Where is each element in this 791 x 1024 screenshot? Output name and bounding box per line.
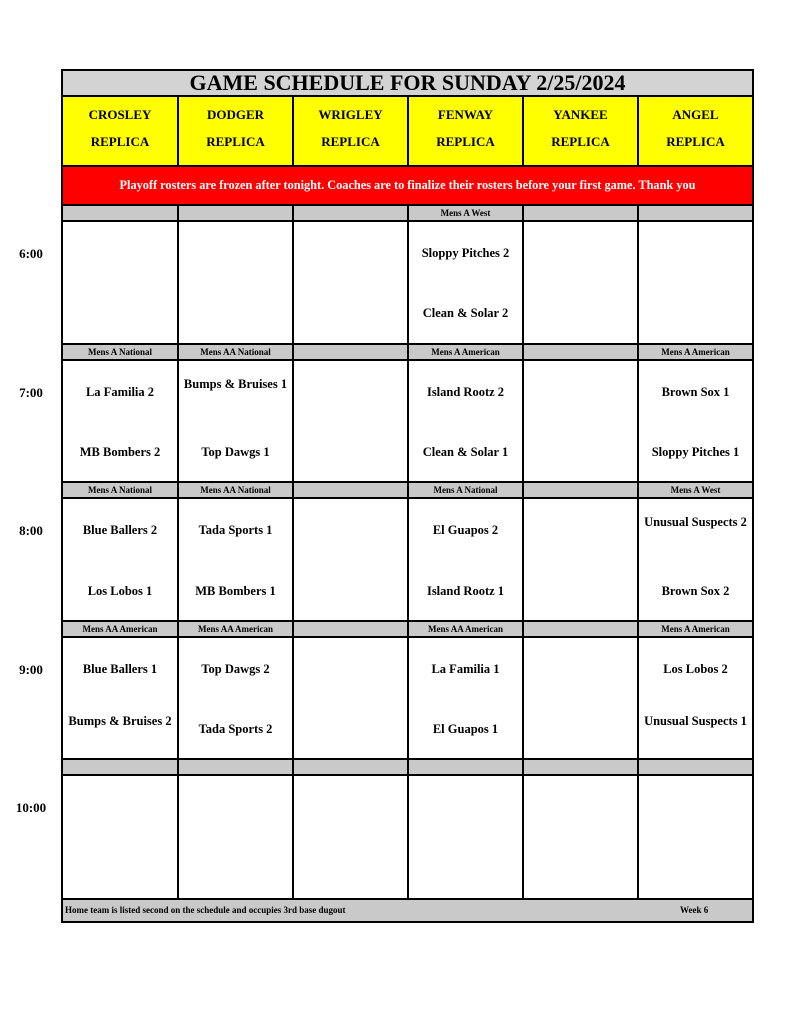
game-cell <box>63 499 179 622</box>
game-cell <box>524 638 639 760</box>
field-header-dodger <box>179 97 294 167</box>
game-cell <box>639 638 752 760</box>
away-team: Sloppy Pitches 2 <box>421 246 510 260</box>
field-header-fenway <box>409 97 524 167</box>
game-cell <box>179 638 294 760</box>
division-label <box>294 622 409 638</box>
division-label <box>294 483 409 499</box>
home-team: Clean & Solar 1 <box>422 445 509 459</box>
game-cell <box>63 361 179 483</box>
division-label: Mens AA American <box>409 622 524 638</box>
notice-banner: Playoff rosters are frozen after tonight. Coaches are to finalize their rosters before your first game. Thank you <box>63 167 752 206</box>
game-cell <box>524 776 639 900</box>
division-label <box>179 760 294 776</box>
division-label: Mens A National <box>63 483 179 499</box>
game-cell <box>639 776 752 900</box>
game-cell <box>294 222 409 345</box>
home-team: Clean & Solar 2 <box>422 306 509 320</box>
home-team: Brown Sox 2 <box>661 584 730 598</box>
field-sub: REPLICA <box>666 134 725 149</box>
division-label: Mens AA American <box>179 622 294 638</box>
game-cell <box>179 776 294 900</box>
home-team: Unusual Suspects 1 <box>644 714 747 728</box>
division-label <box>639 760 752 776</box>
field-sub: REPLICA <box>436 134 495 149</box>
field-name: WRIGLEY <box>318 107 383 122</box>
game-cell <box>294 361 409 483</box>
game-cell <box>639 222 752 345</box>
away-team: Los Lobos 2 <box>663 662 728 676</box>
division-label: Mens AA American <box>63 622 179 638</box>
game-cell <box>63 638 179 760</box>
home-team: Bumps & Bruises 2 <box>68 714 172 728</box>
field-header-crosley <box>63 97 179 167</box>
game-cell <box>63 222 179 345</box>
away-team: Brown Sox 1 <box>661 385 730 399</box>
division-label <box>179 206 294 222</box>
away-team: Island Rootz 2 <box>426 385 505 399</box>
game-cell <box>524 499 639 622</box>
away-team: Bumps & Bruises 1 <box>183 377 288 391</box>
week-label: Week 6 <box>680 905 709 915</box>
home-team: El Guapos 1 <box>432 722 499 736</box>
game-cell <box>524 361 639 483</box>
home-team: MB Bombers 2 <box>79 445 161 459</box>
game-cell <box>409 222 524 345</box>
division-label <box>294 760 409 776</box>
division-label: Mens A American <box>639 622 752 638</box>
division-label: Mens AA National <box>179 345 294 361</box>
away-team: La Familia 1 <box>431 662 500 676</box>
game-cell <box>524 222 639 345</box>
game-cell <box>639 361 752 483</box>
division-label <box>524 760 639 776</box>
schedule-table <box>61 69 754 923</box>
home-team: Sloppy Pitches 1 <box>651 445 740 459</box>
field-header-angel <box>639 97 752 167</box>
division-label <box>639 206 752 222</box>
time-label-9-00: 9:00 <box>19 662 43 677</box>
division-label <box>409 760 524 776</box>
schedule-title: GAME SCHEDULE FOR SUNDAY 2/25/2024 <box>63 71 752 97</box>
division-label <box>524 345 639 361</box>
game-cell <box>294 776 409 900</box>
division-label: Mens AA National <box>179 483 294 499</box>
time-label-6-00: 6:00 <box>19 246 43 261</box>
away-team: Unusual Suspects 2 <box>644 515 747 529</box>
field-name: FENWAY <box>437 107 494 122</box>
field-name: CROSLEY <box>88 107 152 122</box>
game-cell <box>409 638 524 760</box>
division-label <box>294 345 409 361</box>
field-header-yankee <box>524 97 639 167</box>
division-label: Mens A National <box>409 483 524 499</box>
game-cell <box>409 776 524 900</box>
division-label: Mens A National <box>63 345 179 361</box>
time-label-10-00: 10:00 <box>15 800 47 815</box>
game-cell <box>409 361 524 483</box>
game-cell <box>294 499 409 622</box>
time-label-7-00: 7:00 <box>19 385 43 400</box>
division-label <box>63 206 179 222</box>
field-sub: REPLICA <box>90 134 150 149</box>
field-name: ANGEL <box>672 107 719 122</box>
home-team: Los Lobos 1 <box>87 584 153 598</box>
game-cell <box>179 361 294 483</box>
division-label: Mens A West <box>639 483 752 499</box>
away-team: Top Dawgs 2 <box>201 662 270 676</box>
division-label <box>524 483 639 499</box>
footer-note: Home team is listed second on the schedule and occupies 3rd base dugout <box>65 905 346 915</box>
game-cell <box>639 499 752 622</box>
footer-bar <box>63 900 752 921</box>
field-name: DODGER <box>206 107 265 122</box>
away-team: Blue Ballers 2 <box>82 523 158 537</box>
division-label: Mens A American <box>409 345 524 361</box>
field-sub: REPLICA <box>551 134 610 149</box>
field-name: YANKEE <box>553 107 608 122</box>
away-team: La Familia 2 <box>85 385 155 399</box>
division-label <box>294 206 409 222</box>
division-label: Mens A West <box>409 206 524 222</box>
home-team: Island Rootz 1 <box>426 584 505 598</box>
home-team: MB Bombers 1 <box>195 584 276 598</box>
division-label <box>524 206 639 222</box>
field-header-wrigley <box>294 97 409 167</box>
home-team: Tada Sports 2 <box>198 722 273 736</box>
game-cell <box>179 222 294 345</box>
home-team: Top Dawgs 1 <box>201 445 270 459</box>
division-label <box>524 622 639 638</box>
field-sub: REPLICA <box>321 134 380 149</box>
division-label <box>63 760 179 776</box>
game-cell <box>179 499 294 622</box>
division-label: Mens A American <box>639 345 752 361</box>
game-cell <box>409 499 524 622</box>
time-label-8-00: 8:00 <box>19 523 43 538</box>
away-team: El Guapos 2 <box>432 523 499 537</box>
game-cell <box>294 638 409 760</box>
away-team: Blue Ballers 1 <box>82 662 158 676</box>
away-team: Tada Sports 1 <box>198 523 273 537</box>
game-cell <box>63 776 179 900</box>
field-sub: REPLICA <box>206 134 265 149</box>
